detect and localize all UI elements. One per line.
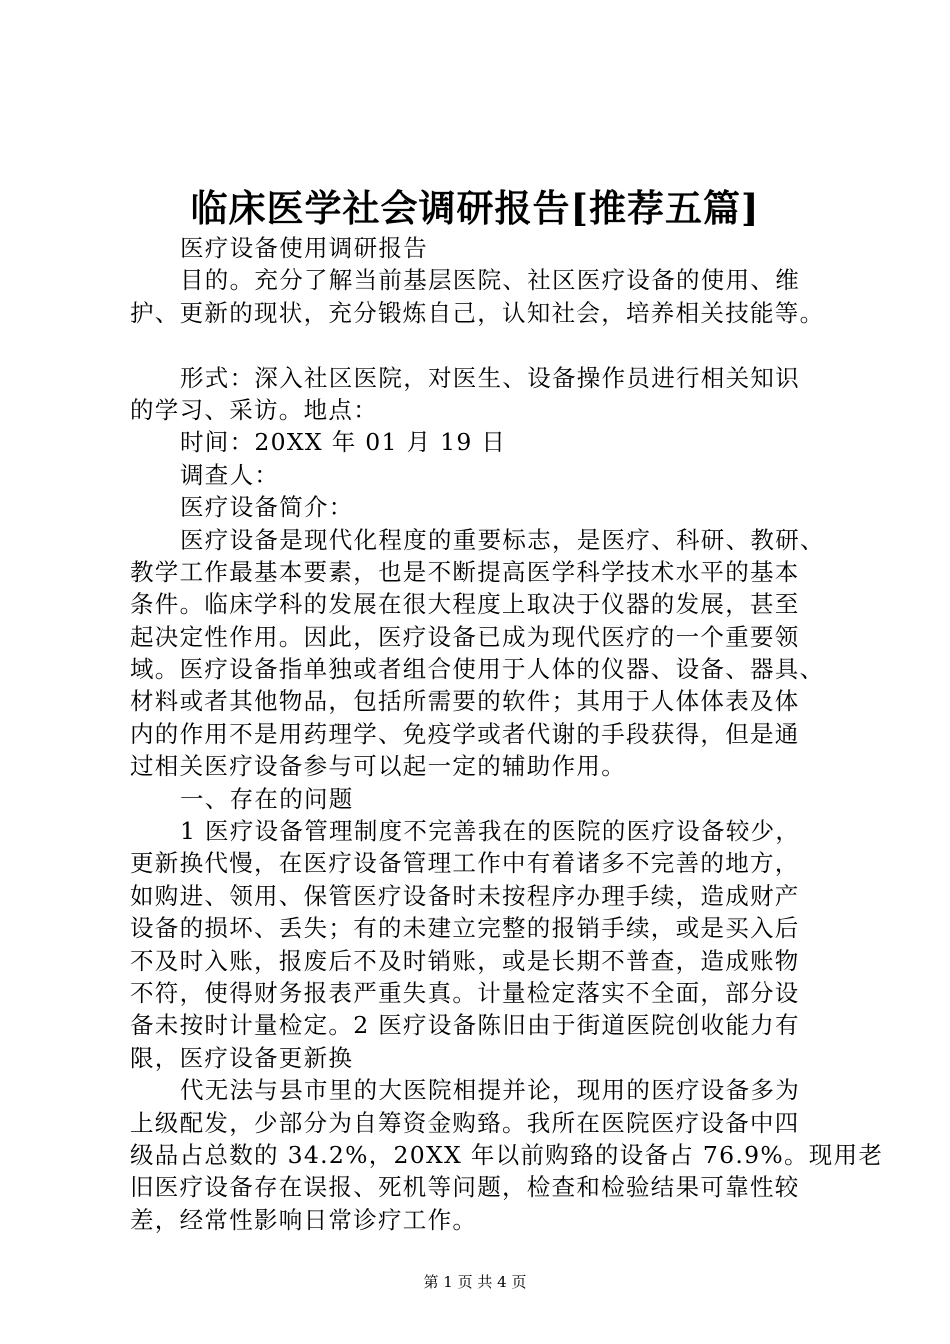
paragraph-line: 起决定性作用。因此，医疗设备已成为现代医疗的一个重要领	[130, 622, 800, 651]
paragraph-line: 上级配发，少部分为自筹资金购臵。我所在医院医疗设备中四	[130, 1108, 800, 1137]
paragraph-line: 域。医疗设备指单独或者组合使用于人体的仪器、设备、器具、	[130, 655, 825, 684]
paragraph-line: 设备的损坏、丢失；有的未建立完整的报销手续，或是买入后	[130, 914, 800, 943]
paragraph-line: 级品占总数的 34.2%，20XX 年以前购臵的设备占 76.9%。现用老	[130, 1140, 884, 1169]
paragraph-line: 内的作用不是用药理学、免疫学或者代谢的手段获得，但是通	[130, 719, 800, 748]
paragraph-line: 旧医疗设备存在误报、死机等问题，检查和检验结果可靠性较	[130, 1173, 800, 1202]
document-title: 临床医学社会调研报告[推荐五篇]	[190, 186, 760, 230]
blank-line	[130, 329, 830, 361]
paragraph-line: 的学习、采访。地点：	[130, 395, 378, 424]
paragraph-line: 医疗设备简介：	[180, 493, 354, 522]
document-body	[130, 232, 884, 1236]
page-footer: 第 1 页 共 4 页	[423, 1273, 527, 1291]
paragraph-line: 代无法与县市里的大医院相提并论，现用的医疗设备多为	[180, 1076, 800, 1105]
paragraph-line: 医疗设备是现代化程度的重要标志，是医疗、科研、教研、	[180, 525, 825, 554]
paragraph-line: 不及时入账，报废后不及时销账，或是长期不普查，造成账物	[130, 946, 800, 975]
paragraph-line: 形式：深入社区医院，对医生、设备操作员进行相关知识	[180, 363, 800, 392]
paragraph-line: 限，医疗设备更新换	[130, 1043, 354, 1072]
paragraph-line: 如购进、领用、保管医疗设备时未按程序办理手续，造成财产	[130, 881, 800, 910]
paragraph-line: 调查人：	[180, 460, 280, 489]
paragraph-line: 条件。临床学科的发展在很大程度上取决于仪器的发展，甚至	[130, 590, 800, 619]
paragraph-line: 材料或者其他物品，包括所需要的软件；其用于人体体表及体	[130, 687, 800, 716]
paragraph-line: 时间：20XX 年 01 月 19 日	[180, 428, 507, 457]
paragraph-line: 备未按时计量检定。2 医疗设备陈旧由于街道医院创收能力有	[130, 1011, 800, 1040]
paragraph-line: 差，经常性影响日常诊疗工作。	[130, 1205, 478, 1234]
paragraph-line: 目的。充分了解当前基层医院、社区医疗设备的使用、维	[180, 266, 800, 295]
paragraph-line: 不符，使得财务报表严重失真。计量检定落实不全面，部分设	[130, 978, 800, 1007]
paragraph-line: 教学工作最基本要素，也是不断提高医学科学技术水平的基本	[130, 557, 800, 586]
paragraph-line: 医疗设备使用调研报告	[180, 234, 428, 262]
section-heading: 一、存在的问题	[180, 784, 354, 813]
paragraph-line: 更新换代慢，在医疗设备管理工作中有着诸多不完善的地方，	[130, 849, 800, 878]
paragraph-line: 过相关医疗设备参与可以起一定的辅助作用。	[130, 752, 626, 781]
paragraph-line: 护、更新的现状，充分锻炼自己，认知社会，培养相关技能等。	[130, 298, 825, 327]
paragraph-line: 1 医疗设备管理制度不完善我在的医院的医疗设备较少，	[180, 817, 801, 846]
